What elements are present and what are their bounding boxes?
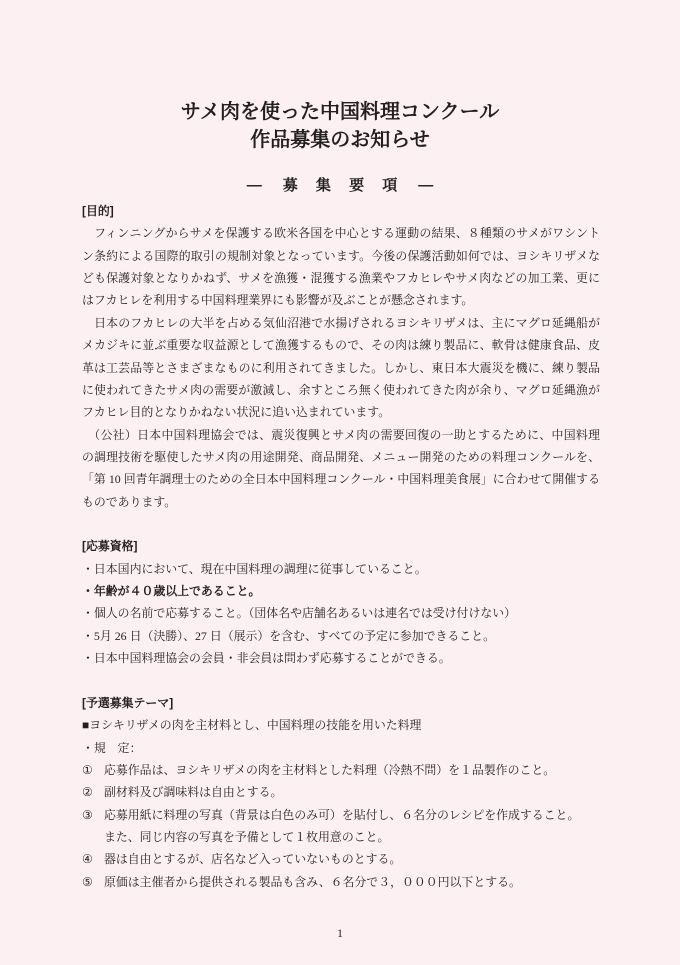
rule-number: ⑤	[82, 874, 93, 889]
heading-dash-left: —	[246, 177, 262, 194]
purpose-paragraph-3	[82, 424, 600, 513]
rule-item	[82, 804, 600, 826]
paragraph-line: の調理技術を駆使したサメ肉の用途開発、商品開発、メニュー開発のための料理コンクールを、	[82, 449, 600, 464]
rule-continuation: また、同じ内容の写真を予備として１枚用意のこと。	[104, 830, 390, 845]
page-number: 1	[337, 926, 343, 940]
rule-number: ③	[82, 807, 93, 822]
paragraph-line: フィンニングからサメを保護する欧米各国を中心とする運動の結果、８種類のサメがワシント	[82, 226, 600, 241]
rule-number: ①	[82, 762, 93, 777]
purpose-paragraph-1	[82, 222, 600, 311]
paragraph-line: メカジキに並ぶ重要な収益源として漁獲するもので、その肉は練り製品に、軟骨は健康食品、皮	[82, 338, 600, 353]
rule-item	[82, 848, 600, 870]
rules-label: ・規 定：	[82, 740, 142, 755]
title-line-2: 作品募集のお知らせ	[250, 129, 430, 151]
rule-text: 応募用紙に料理の写真（背景は白色のみ可）を貼付し、６名分のレシピを作成すること。	[104, 807, 580, 822]
paragraph-line: 「第 10 回青年調理士のための全日本中国料理コンクール・中国料理美食展」に合わせて開催する	[82, 472, 600, 487]
heading-dash-right: —	[418, 177, 434, 194]
rule-number: ④	[82, 852, 93, 867]
rule-text: 原価は主催者から提供される製品も含み、６名分で３，０００円以下とする。	[104, 874, 521, 889]
purpose-heading: [目的]	[82, 204, 114, 218]
paragraph-line: 革は工芸品等とさまざまなものに利用されてきました。しかし、東日本大震災を機に、練り製品	[82, 360, 600, 375]
spacer	[82, 513, 600, 535]
rule-item	[82, 871, 600, 893]
list-item: ・日本国内において、現在中国料理の調理に従事していること。	[82, 561, 427, 576]
list-item-age-requirement: ・年齢が４０歳以上であること。	[82, 584, 261, 599]
paragraph-line: ものであります。	[82, 494, 177, 509]
rule-text: 器は自由とするが、店名など入っていないものとする。	[104, 852, 402, 867]
eligibility-heading: [応募資格]	[82, 539, 138, 554]
theme-summary: ■ヨシキリザメの肉を主材料とし、中国料理の技能を用いた料理	[82, 718, 422, 733]
document-body	[82, 200, 600, 893]
section-heading	[0, 175, 680, 197]
paragraph-line: （公社）日本中国料理協会では、震災復興とサメ肉の需要回復の一助とするために、中国料理	[82, 427, 600, 442]
eligibility-section	[82, 535, 600, 669]
theme-section	[82, 692, 600, 893]
rule-item	[82, 781, 600, 803]
list-item: ・個人の名前で応募すること。（団体名や店舗名あるいは連名では受け付けない）	[82, 606, 517, 621]
rule-item	[82, 759, 600, 781]
paragraph-line: ン条約による国際的取引の規制対象となっています。今後の保護活動如何では、ヨシキリザメな	[82, 248, 600, 263]
paragraph-line: はフカヒレを利用する中国料理業界にも影響が及ぶことが懸念されます。	[82, 293, 474, 308]
rule-number: ②	[82, 785, 93, 800]
purpose-section	[82, 200, 600, 513]
list-item: ・5月 26 日（決勝）、27 日（展示）を含む、すべての予定に参加できること。	[82, 628, 495, 643]
heading-label: 募 集 要 項	[282, 177, 398, 194]
list-item: ・日本中国料理協会の会員・非会員は問わず応募することができる。	[82, 651, 451, 666]
paragraph-line: ども保護対象となりかねず、サメを漁獲・混獲する漁業やフカヒレやサメ肉などの加工業、更に	[82, 271, 600, 286]
rule-text: 応募作品は、ヨシキリザメの肉を主材料とした料理（冷熱不問）を１品製作のこと。	[104, 762, 556, 777]
spacer	[82, 670, 600, 692]
document-title	[0, 98, 680, 154]
theme-heading: [予選募集テーマ]	[82, 695, 174, 710]
paragraph-line: フカヒレ目的となりかねない状況に追い込まれています。	[82, 405, 391, 420]
purpose-paragraph-2	[82, 312, 600, 424]
paragraph-line: に使われてきたサメ肉の需要が激減し、余すところ無く使われてきた肉が余り、マグロ延縄漁が	[82, 382, 600, 397]
title-line-1: サメ肉を使った中国料理コンクール	[180, 101, 500, 123]
paragraph-line: 日本のフカヒレの大半を占める気仙沼港で水揚げされるヨシキリザメは、主にマグロ延縄船が	[82, 315, 600, 330]
rule-text: 副材料及び調味料は自由とする。	[104, 785, 283, 800]
